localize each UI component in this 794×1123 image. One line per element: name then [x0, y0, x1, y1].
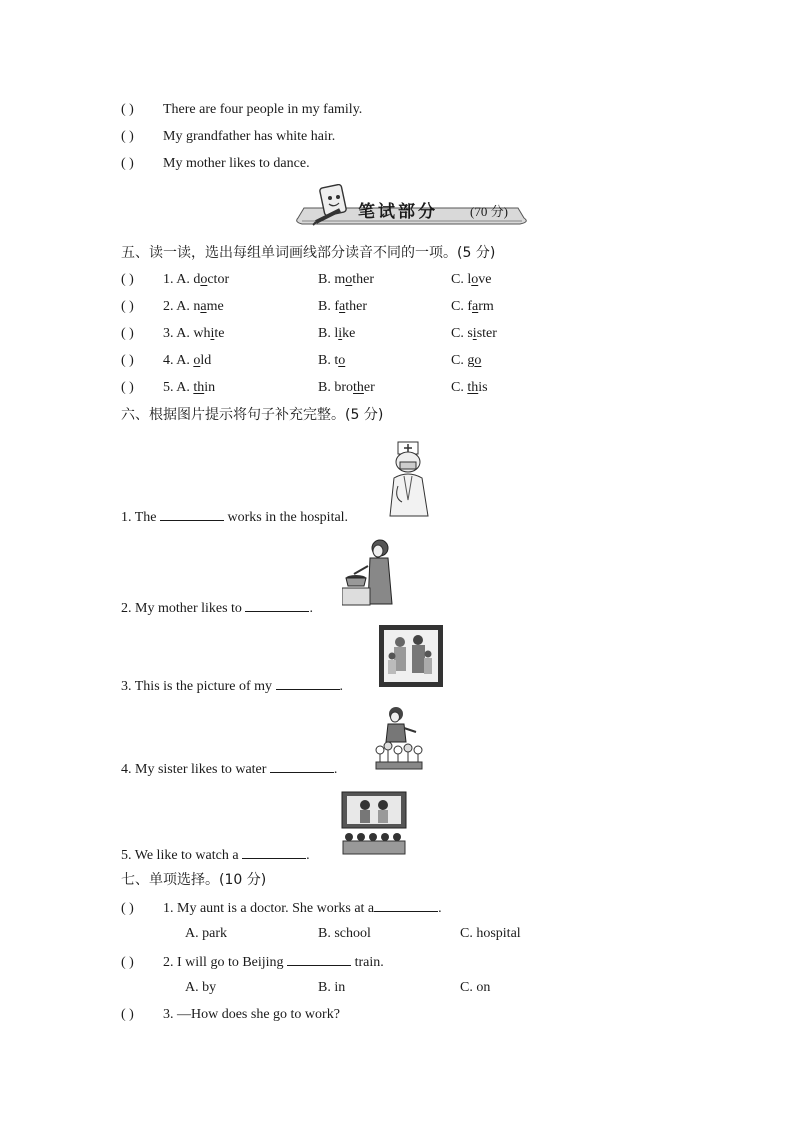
- option-a[interactable]: A. by: [185, 980, 217, 995]
- option-word-c[interactable]: farm: [467, 299, 494, 314]
- underlined-segment: i: [338, 326, 343, 341]
- underlined-segment: a: [339, 299, 346, 314]
- answer-blank[interactable]: [374, 898, 438, 912]
- underlined-segment: th: [193, 380, 205, 395]
- option-b[interactable]: B. school: [318, 926, 371, 941]
- option-word-c[interactable]: sister: [467, 326, 497, 341]
- answer-blank[interactable]: [276, 676, 340, 690]
- underlined-segment: o: [193, 353, 201, 368]
- option-a[interactable]: A. park: [185, 926, 227, 941]
- family-photo-picture: [378, 624, 444, 688]
- option-word-c[interactable]: love: [467, 272, 492, 287]
- underlined-segment: i: [472, 326, 477, 341]
- flowers-picture: [372, 704, 424, 770]
- choice-question-2: ( ) 2. I will go to Beijing train.: [121, 952, 384, 972]
- choice-question-3: ( ) 3. —How does she go to work?: [121, 1007, 340, 1022]
- option-word-b[interactable]: like: [334, 326, 356, 341]
- answer-paren[interactable]: ( ) 5. A. thin: [121, 380, 216, 395]
- section5-heading: 五、读一读，选出每组单词画线部分读音不同的一项。(5 分): [121, 245, 496, 261]
- answer-blank[interactable]: [242, 845, 306, 859]
- underlined-segment: th: [353, 380, 364, 395]
- option-word-a[interactable]: old: [193, 353, 212, 368]
- listening-item-2: ( ) My grandfather has white hair.: [121, 129, 336, 144]
- underlined-segment: i: [210, 326, 215, 341]
- option-word-c[interactable]: go: [467, 353, 482, 368]
- underlined-segment: a: [200, 299, 207, 314]
- option-word-a[interactable]: thin: [193, 380, 216, 395]
- fill-sentence-3: 3. This is the picture of my .: [121, 676, 343, 696]
- option-b[interactable]: B. in: [318, 980, 346, 995]
- underlined-segment: th: [467, 380, 479, 395]
- answer-blank[interactable]: [160, 507, 224, 521]
- section7-heading: 七、单项选择。(10 分): [121, 872, 267, 888]
- choice-question-1: ( ) 1. My aunt is a doctor. She works at a .: [121, 898, 442, 918]
- option-word-b[interactable]: father: [334, 299, 367, 314]
- listening-item-3: ( ) My mother likes to dance.: [121, 156, 310, 171]
- answer-paren[interactable]: ( ) 3. A. white: [121, 326, 225, 341]
- doctor-picture: [384, 440, 434, 518]
- film-picture: [341, 791, 407, 855]
- section6-heading: 六、根据图片提示将句子补充完整。(5 分): [121, 407, 384, 423]
- answer-paren[interactable]: ( ) 1. A. doctor: [121, 272, 230, 287]
- option-c[interactable]: C. hospital: [460, 926, 521, 941]
- fill-sentence-2: 2. My mother likes to .: [121, 598, 313, 618]
- option-word-a[interactable]: doctor: [193, 272, 230, 287]
- underlined-segment: o: [338, 353, 346, 368]
- option-word-b[interactable]: to: [334, 353, 346, 368]
- answer-blank[interactable]: [287, 952, 351, 966]
- banner-score: (70 分): [470, 204, 508, 219]
- option-word-c[interactable]: this: [467, 380, 488, 395]
- listening-item-1: ( ) There are four people in my family.: [121, 102, 363, 117]
- cooking-picture: [342, 536, 396, 606]
- written-test-banner: [292, 188, 532, 230]
- answer-blank[interactable]: [270, 759, 334, 773]
- underlined-segment: o: [200, 272, 208, 287]
- option-word-b[interactable]: brother: [334, 380, 375, 395]
- option-word-b[interactable]: mother: [334, 272, 374, 287]
- answer-paren[interactable]: ( ) 2. A. name: [121, 299, 224, 314]
- option-c[interactable]: C. on: [460, 980, 491, 995]
- fill-sentence-5: 5. We like to watch a .: [121, 845, 310, 865]
- option-word-a[interactable]: white: [193, 326, 225, 341]
- banner-title: 笔试部分: [358, 202, 438, 222]
- fill-sentence-4: 4. My sister likes to water .: [121, 759, 337, 779]
- underlined-segment: o: [474, 353, 482, 368]
- underlined-segment: a: [472, 299, 479, 314]
- answer-paren[interactable]: ( ) 4. A. old: [121, 353, 212, 368]
- underlined-segment: o: [345, 272, 353, 287]
- answer-blank[interactable]: [245, 598, 309, 612]
- option-word-a[interactable]: name: [193, 299, 224, 314]
- fill-sentence-1: 1. The works in the hospital.: [121, 507, 348, 527]
- underlined-segment: o: [471, 272, 479, 287]
- pencil-mascot-icon: [310, 184, 356, 228]
